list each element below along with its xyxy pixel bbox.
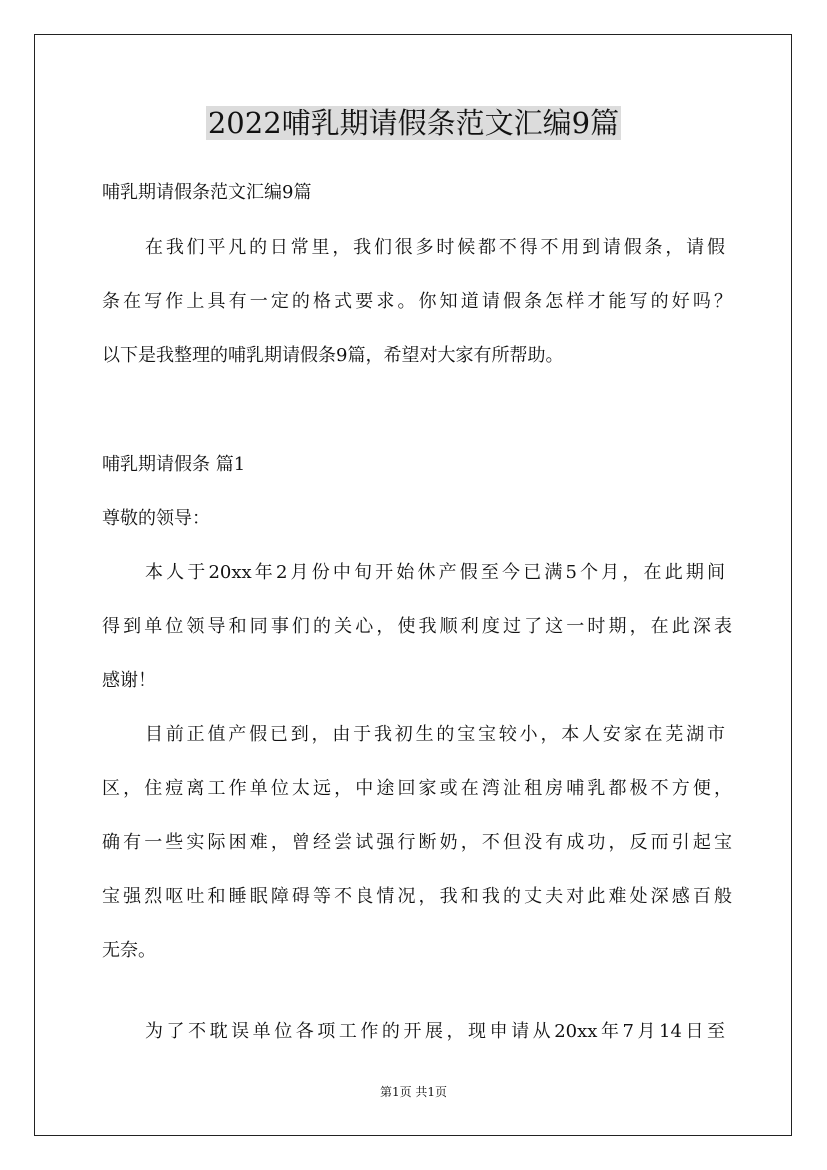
salutation: 尊敬的领导： [102, 508, 210, 529]
intro-line-1: 在我们平凡的日常里，我们很多时候都不得不用到请假条，请假 [145, 237, 725, 258]
paragraph3-line-1: 为了不耽误单位各项工作的开展，现申请从20xx年7月14日至 [145, 1021, 725, 1042]
paragraph1-line-2: 得到单位领导和同事们的关心，使我顺利度过了这一时期，在此深表 [102, 616, 732, 637]
intro-line-2: 条在写作上具有一定的格式要求。你知道请假条怎样才能写的好吗？ [102, 291, 732, 312]
document-title: 2022哺乳期请假条范文汇编9篇 [207, 106, 620, 140]
intro-line-3: 以下是我整理的哺乳期请假条9篇，希望对大家有所帮助。 [102, 345, 564, 366]
paragraph2-line-5: 无奈。 [102, 940, 156, 961]
paragraph1-line-3: 感谢！ [102, 670, 156, 691]
document-subtitle: 哺乳期请假条范文汇编9篇 [102, 182, 312, 203]
section-heading: 哺乳期请假条 篇1 [102, 454, 246, 475]
paragraph2-line-2: 区，住痘离工作单位太远，中途回家或在湾沚租房哺乳都极不方便， [102, 778, 732, 799]
paragraph1-line-1: 本人于20xx年2月份中旬开始休产假至今已满5个月，在此期间 [145, 562, 725, 583]
paragraph2-line-3: 确有一些实际困难，曾经尝试强行断奶，不但没有成功，反而引起宝 [102, 832, 732, 853]
paragraph2-line-1: 目前正值产假已到，由于我初生的宝宝较小，本人安家在芜湖市 [145, 724, 725, 745]
paragraph2-line-4: 宝强烈呕吐和睡眠障碍等不良情况，我和我的丈夫对此难处深感百般 [102, 886, 732, 907]
page-footer: 第1页 共1页 [379, 1085, 448, 1099]
